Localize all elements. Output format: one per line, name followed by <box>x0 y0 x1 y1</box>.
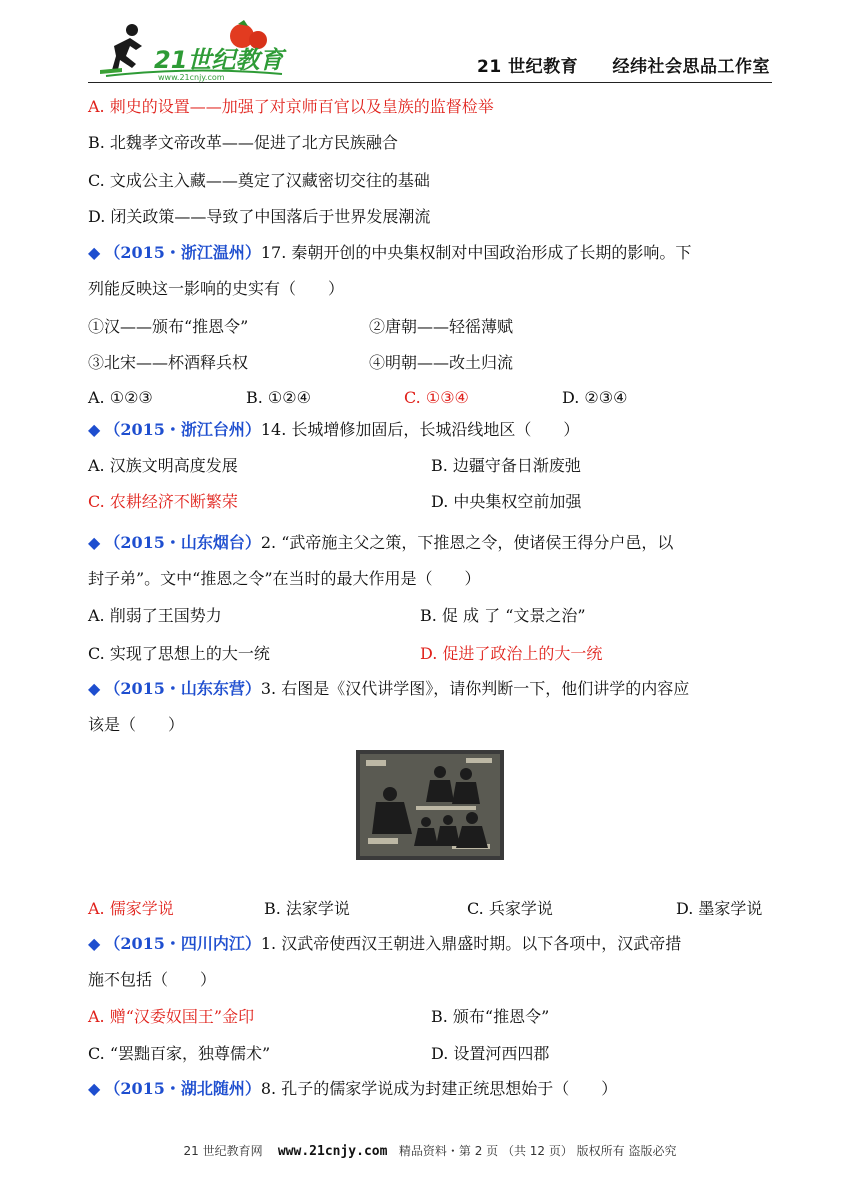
q1-stem-line2: 施不包括（ ） <box>88 970 217 989</box>
q2-option-d: D. 促进了政治上的大一统 <box>420 644 603 663</box>
q17-stem-line1: ◆ （2015・浙江温州）17. 秦朝开创的中央集权制对中国政治形成了长期的影响。下 <box>88 243 692 262</box>
q2-stem-line1: ◆ （2015・山东烟台）2. “武帝施主父之策，下推恩之令，使诸侯王得分户邑，以 <box>88 533 674 552</box>
runner-icon <box>100 24 142 74</box>
q2-option-a: A. 削弱了王国势力 <box>88 606 222 625</box>
q17-source: （2015・浙江温州） <box>104 243 261 262</box>
q14-option-d: D. 中央集权空前加强 <box>431 492 582 511</box>
page-footer <box>0 1142 860 1159</box>
q8-stem: ◆ （2015・湖北随州）8. 孔子的儒家学说成为封建正统思想始于（ ） <box>88 1079 618 1098</box>
q2-option-c: C. 实现了思想上的大一统 <box>88 644 270 663</box>
q17-item4: ④明朝——改土归流 <box>369 353 514 372</box>
q2-option-b: B. 促 成 了 “文景之治” <box>420 606 586 625</box>
q17-option-b: B. ①②④ <box>246 388 311 407</box>
diamond-bullet-icon: ◆ <box>88 934 101 953</box>
q17-option-c: C. ①③④ <box>404 388 469 407</box>
header-title <box>477 52 770 77</box>
q3-option-d: D. 墨家学说 <box>676 899 763 918</box>
q17-item1: ①汉——颁布“推恩令” <box>88 317 249 336</box>
q3-option-c: C. 兵家学说 <box>467 899 553 918</box>
q3-source: （2015・山东东营） <box>104 679 261 698</box>
21cnjy-logo <box>92 16 302 86</box>
q14-option-c: C. 农耕经济不断繁荣 <box>88 492 238 511</box>
diamond-bullet-icon: ◆ <box>88 243 101 262</box>
q17-item2: ②唐朝——轻徭薄赋 <box>369 317 514 336</box>
q17-option-d: D. ②③④ <box>562 388 628 407</box>
footer-rest: 精品资料・第 2 页 （共 12 页） 版权所有 盗版必究 <box>398 1144 677 1158</box>
prev-option-d: D. 闭关政策——导致了中国落后于世界发展潮流 <box>88 207 431 226</box>
header-divider <box>88 82 772 83</box>
prev-option-c: C. 文成公主入藏——奠定了汉藏密切交往的基础 <box>88 171 430 190</box>
diamond-bullet-icon: ◆ <box>88 533 101 552</box>
svg-text:www.21cnjy.com: www.21cnjy.com <box>158 73 225 82</box>
q1-option-d: D. 设置河西四郡 <box>431 1044 550 1063</box>
q1-option-b: B. 颁布“推恩令” <box>431 1007 550 1026</box>
q17-stem-line2: 列能反映这一影响的史实有（ ） <box>88 279 345 298</box>
q1-stem-line1: ◆ （2015・四川内江）1. 汉武帝使西汉王朝进入鼎盛时期。以下各项中，汉武帝措 <box>88 934 682 953</box>
header-brand: 21 世纪教育 <box>477 57 579 77</box>
q3-stem-line1: ◆ （2015・山东东营）3. 右图是《汉代讲学图》，请你判断一下，他们讲学的内容应 <box>88 679 690 698</box>
diamond-bullet-icon: ◆ <box>88 1079 101 1098</box>
q14-source: （2015・浙江台州） <box>104 420 261 439</box>
q17-item3: ③北宋——杯酒释兵权 <box>88 353 249 372</box>
q3-option-b: B. 法家学说 <box>264 899 350 918</box>
han-lecture-image <box>356 750 504 860</box>
header-studio: 经纬社会思品工作室 <box>612 57 770 77</box>
q1-source: （2015・四川内江） <box>104 934 261 953</box>
q14-option-b: B. 边疆守备日渐废弛 <box>431 456 581 475</box>
q3-stem-line2: 该是（ ） <box>88 715 185 734</box>
q1-option-a: A. 赠“汉委奴国王”金印 <box>88 1007 255 1026</box>
prev-option-a: A. 刺史的设置——加强了对京师百官以及皇族的监督检举 <box>88 97 494 116</box>
svg-text:21世纪教育: 21世纪教育 <box>154 46 284 74</box>
prev-option-b: B. 北魏孝文帝改革——促进了北方民族融合 <box>88 133 398 152</box>
q14-option-a: A. 汉族文明高度发展 <box>88 456 238 475</box>
footer-url: www.21cnjy.com <box>277 1144 388 1159</box>
q1-option-c: C. “罢黜百家，独尊儒术” <box>88 1044 271 1063</box>
q14-stem: ◆ （2015・浙江台州）14. 长城增修加固后，长城沿线地区（ ） <box>88 420 580 439</box>
q2-source: （2015・山东烟台） <box>104 533 261 552</box>
q8-source: （2015・湖北随州） <box>104 1079 261 1098</box>
q3-option-a: A. 儒家学说 <box>88 899 174 918</box>
diamond-bullet-icon: ◆ <box>88 679 101 698</box>
q17-option-a: A. ①②③ <box>88 388 153 407</box>
q2-stem-line2: 封子弟”。文中“推恩之令”在当时的最大作用是（ ） <box>88 569 481 588</box>
footer-site: 21 世纪教育网 <box>183 1144 263 1158</box>
diamond-bullet-icon: ◆ <box>88 420 101 439</box>
tomato-icon <box>230 20 267 49</box>
